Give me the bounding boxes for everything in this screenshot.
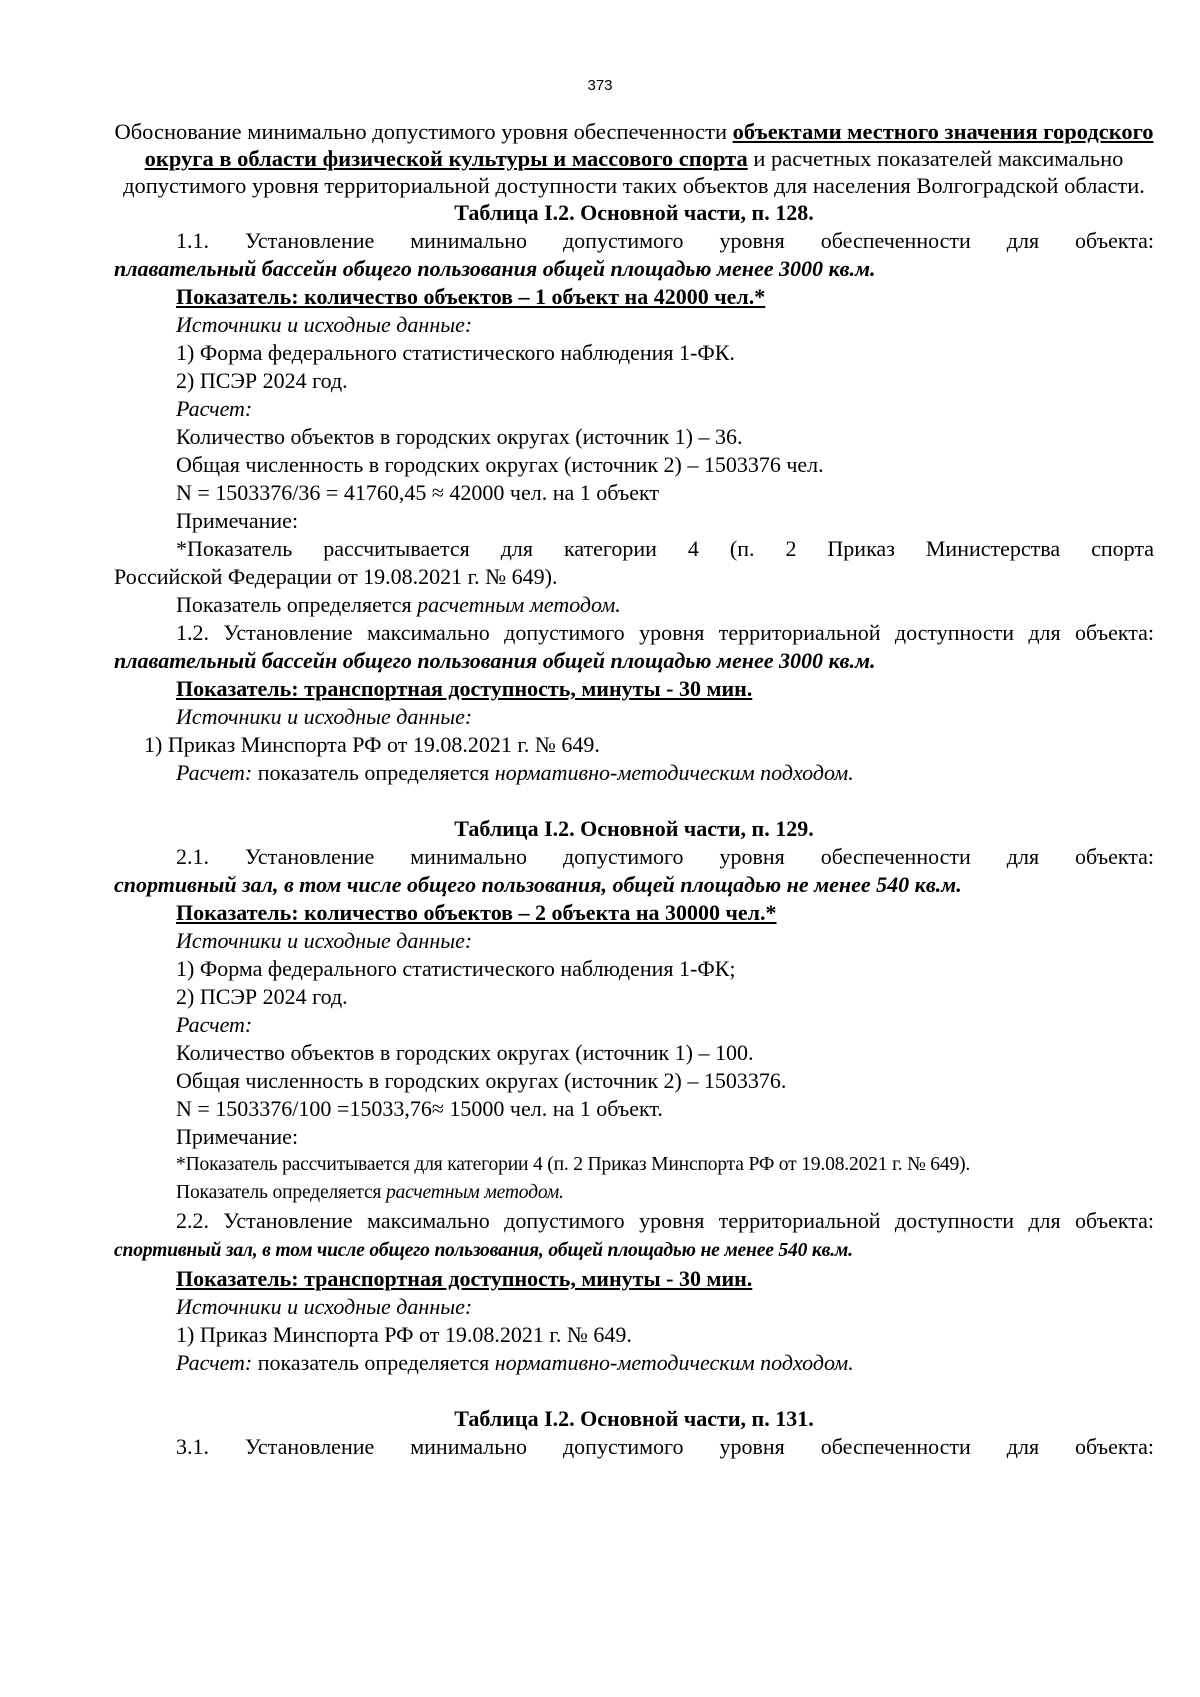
paragraph-2-2 xyxy=(114,1207,1154,1265)
calc-2-2 xyxy=(114,1349,1154,1377)
paragraph-1-2-text: 1.2. Установление максимально допустимого уровня территориальной доступности для объекта: xyxy=(176,620,1154,645)
calc-method-2-2: нормативно-методическим подходом. xyxy=(494,1350,854,1375)
determined-2-1 xyxy=(114,1179,1154,1207)
section-title-131: Таблица I.2. Основной части, п. 131. xyxy=(454,1406,814,1431)
sources-label-2-1: Источники и исходные данные: xyxy=(176,928,473,953)
paragraph-2-2-text: 2.2. Установление максимально допустимого уровня территориальной доступности для объекта: xyxy=(176,1208,1154,1233)
page-number: 373 xyxy=(587,77,613,94)
calc-text-2-2: показатель определяется xyxy=(252,1350,495,1375)
object-1-1: плавательный бассейн общего пользования общей площадью менее 3000 кв.м. xyxy=(114,256,876,281)
calc-formula-1-1: N = 1503376/36 = 41760,45 ≈ 42000 чел. на 1 объект xyxy=(176,480,660,505)
determined-method: расчетным методом. xyxy=(385,1182,564,1203)
source-2-1-a: 1) Форма федерального статистического наблюдения 1-ФК; xyxy=(176,956,736,981)
determined-prefix: Показатель определяется xyxy=(176,1182,386,1203)
determined-method: расчетным методом. xyxy=(417,592,621,617)
calc-method-1-2: нормативно-методическим подходом. xyxy=(494,760,854,785)
indicator-2-2: Показатель: транспортная доступность, минуты - 30 мин. xyxy=(176,1266,753,1291)
section-title-128: Таблица I.2. Основной части, п. 128. xyxy=(454,200,814,225)
calc-label-1-2: Расчет: xyxy=(176,760,253,785)
paragraph-1-2 xyxy=(114,619,1154,675)
note-line-1-1-a: *Показатель рассчитывается для категории 4 (п. 2 Приказ Министерства спорта xyxy=(176,536,1154,561)
note-label-2-1: Примечание: xyxy=(176,1124,299,1149)
indicator-1-1: Показатель: количество объектов – 1 объект на 42000 чел.* xyxy=(176,284,766,309)
calc-text-1-2: показатель определяется xyxy=(252,760,495,785)
source-2-2-a: 1) Приказ Минспорта РФ от 19.08.2021 г. № 649. xyxy=(176,1322,632,1347)
heading-part-3: и расчетных показателей максимально допустимого уровня территориальной доступности таких объектов для населения Волгоградской области. xyxy=(123,146,1145,198)
calc-1-2 xyxy=(114,759,1154,787)
note-line-1-1-b: Российской Федерации от 19.08.2021 г. № 649). xyxy=(114,564,558,589)
note-line-2-1: *Показатель рассчитывается для категории 4 (п. 2 Приказ Минспорта РФ от 19.08.2021 г. № 649). xyxy=(176,1154,971,1175)
indicator-1-2: Показатель: транспортная доступность, минуты - 30 мин. xyxy=(176,676,753,701)
section-title-129: Таблица I.2. Основной части, п. 129. xyxy=(454,816,814,841)
object-1-2: плавательный бассейн общего пользования общей площадью менее 3000 кв.м. xyxy=(114,648,876,673)
determined-1-1 xyxy=(114,591,1154,619)
paragraph-3-1: 3.1. Установление минимально допустимого уровня обеспеченности для объекта: xyxy=(176,1434,1154,1459)
source-2-1-b: 2) ПСЭР 2024 год. xyxy=(176,984,348,1009)
source-1-2-a: 1) Приказ Минспорта РФ от 19.08.2021 г. № 649. xyxy=(144,732,600,757)
paragraph-2-1: 2.1. Установление минимально допустимого уровня обеспеченности для объекта: xyxy=(176,844,1154,869)
calc-label-1-1: Расчет: xyxy=(176,396,253,421)
object-2-2: спортивный зал, в том числе общего пользования, общей площадью не менее 540 кв.м. xyxy=(114,1240,853,1261)
calc-line-1-1-a: Количество объектов в городских округах (источник 1) – 36. xyxy=(176,424,743,449)
sources-label-1-1: Источники и исходные данные: xyxy=(176,312,473,337)
indicator-2-1: Показатель: количество объектов – 2 объекта на 30000 чел.* xyxy=(176,900,777,925)
calc-label-2-1: Расчет: xyxy=(176,1012,253,1037)
document-body xyxy=(114,118,1154,1461)
note-label-1-1: Примечание: xyxy=(176,508,299,533)
calc-line-2-1-b: Общая численность в городских округах (источник 2) – 1503376. xyxy=(176,1068,787,1093)
source-1-1-b: 2) ПСЭР 2024 год. xyxy=(176,368,348,393)
heading-part-1: Обоснование минимально допустимого уровня обеспеченности xyxy=(114,119,733,144)
source-1-1-a: 1) Форма федерального статистического наблюдения 1-ФК. xyxy=(176,340,735,365)
heading-emphasis: объектами местного значения городского округа в области физической культуры и массового спорта xyxy=(144,119,1154,171)
sources-label-1-2: Источники и исходные данные: xyxy=(176,704,473,729)
calc-line-2-1-a: Количество объектов в городских округах (источник 1) – 100. xyxy=(176,1040,754,1065)
determined-prefix: Показатель определяется xyxy=(176,592,418,617)
object-2-1: спортивный зал, в том числе общего пользования, общей площадью не менее 540 кв.м. xyxy=(114,872,962,897)
spacer xyxy=(114,787,1154,815)
spacer xyxy=(114,1377,1154,1405)
sources-label-2-2: Источники и исходные данные: xyxy=(176,1294,473,1319)
paragraph-1-1: 1.1. Установление минимально допустимого уровня обеспеченности для объекта: xyxy=(176,228,1154,253)
calc-label-2-2: Расчет: xyxy=(176,1350,253,1375)
calc-formula-2-1: N = 1503376/100 =15033,76≈ 15000 чел. на 1 объект. xyxy=(176,1096,663,1121)
document-heading xyxy=(114,118,1154,199)
calc-line-1-1-b: Общая численность в городских округах (источник 2) – 1503376 чел. xyxy=(176,452,824,477)
